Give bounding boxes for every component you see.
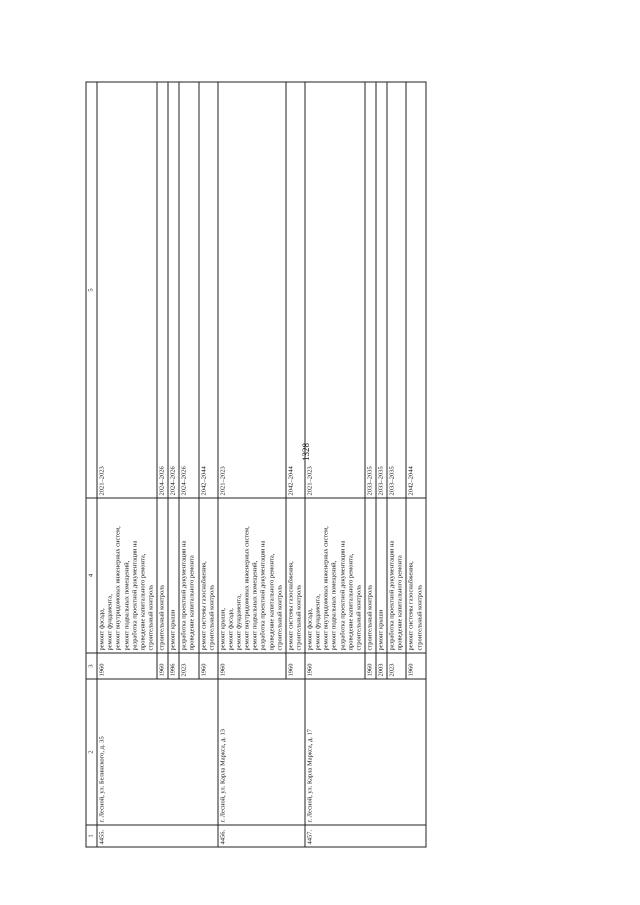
work-item: ремонт внутридомовых инженерных систем, (243, 526, 251, 651)
header-col-2: 2 (86, 679, 97, 825)
work-item: строительный контроль (416, 584, 423, 651)
year-cell: 1960 (365, 653, 376, 679)
capital-repair-table-sheet (86, 83, 541, 848)
works-cell (305, 498, 365, 653)
works-cell (97, 498, 157, 653)
work-item: ремонт фундамента, (106, 594, 114, 651)
work-item: строительный контроль (355, 584, 363, 651)
works-cell (376, 498, 387, 653)
work-item: проведение капитального ремонта (188, 555, 196, 651)
period-cell: 2042–2044 (199, 82, 218, 498)
row-number: 4457. (305, 825, 426, 847)
period-cell: 2024–2026 (157, 82, 168, 498)
year-cell: 1960 (406, 653, 425, 679)
work-item: разработка проектной документации на (259, 540, 267, 651)
period-cell: 2042–2044 (406, 82, 425, 498)
work-item: ремонт крыши (169, 609, 177, 651)
work-item: проведение капитального ремонта, (139, 553, 147, 651)
year-cell: 1960 (218, 653, 286, 679)
works-cell (365, 498, 376, 653)
table-row (218, 82, 286, 847)
table-body (97, 82, 426, 847)
works-cell (179, 498, 198, 653)
period-cell: 2021–2023 (97, 82, 157, 498)
work-item: разработка проектной документации на (180, 540, 188, 651)
page-number: 1328 (301, 443, 311, 461)
work-item: строительный контроль (366, 584, 374, 651)
header-col-3: 3 (86, 653, 97, 679)
table-row (305, 82, 365, 847)
works-cell (406, 498, 425, 653)
work-item: строительный контроль (147, 584, 155, 651)
address-cell: г. Лесной, ул. Карла Маркса, д. 17 (305, 679, 426, 825)
year-cell: 1960 (286, 653, 305, 679)
work-item: строительный контроль (158, 584, 166, 651)
period-cell: 2024–2026 (168, 82, 179, 498)
work-item: ремонт крыши (377, 609, 385, 651)
works-cell (387, 498, 406, 653)
year-cell: 2023 (387, 653, 406, 679)
period-cell: 2021–2023 (218, 82, 286, 498)
period-cell: 2021–2023 (305, 82, 365, 498)
work-item: ремонт системы газоснабжения, (287, 561, 295, 651)
header-col-1: 1 (86, 825, 97, 847)
address-cell: г. Лесной, ул. Карла Маркса, д. 13 (218, 679, 305, 825)
work-item: строительный контроль (208, 584, 216, 651)
works-cell (157, 498, 168, 653)
year-cell: 2003 (376, 653, 387, 679)
work-item: ремонт фундамента, (314, 594, 322, 651)
works-cell (286, 498, 305, 653)
work-item: ремонт системы газоснабжения, (407, 561, 415, 651)
year-cell: 1960 (157, 653, 168, 679)
work-item: ремонт подвальных помещений, (330, 560, 338, 651)
capital-repair-table (86, 82, 427, 848)
period-cell: 2033–2035 (376, 82, 387, 498)
row-number: 4455. (97, 825, 218, 847)
works-cell (168, 498, 179, 653)
work-item: строительный контроль (295, 584, 303, 651)
period-cell: 2033–2035 (365, 82, 376, 498)
header-col-5: 5 (86, 82, 97, 498)
work-item: ремонт фасада, (227, 608, 235, 651)
year-cell: 1960 (97, 653, 157, 679)
year-cell: 1996 (168, 653, 179, 679)
period-cell: 2033–2035 (387, 82, 406, 498)
work-item: проведение капитального ремонта, (347, 553, 355, 651)
work-item: ремонт фасада, (98, 608, 106, 651)
work-item: ремонт системы газоснабжения, (200, 561, 207, 651)
works-cell (199, 498, 218, 653)
work-item: ремонт внутридомовых инженерных систем, (322, 526, 330, 651)
year-cell: 1960 (199, 653, 218, 679)
year-cell: 2023 (179, 653, 198, 679)
row-number: 4456. (218, 825, 305, 847)
address-cell: г. Лесной, ул. Белинского, д. 35 (97, 679, 218, 825)
work-item: ремонт фундамента, (235, 594, 243, 651)
work-item: ремонт подвальных помещений, (123, 560, 130, 651)
work-item: строительный контроль (276, 584, 284, 651)
work-item: проведение капитального ремонта (396, 555, 404, 651)
work-item: разработка проектной документации на (131, 540, 139, 651)
works-cell (218, 498, 286, 653)
work-item: разработка проектной документации на (339, 540, 346, 651)
work-item: ремонт крыши, (219, 608, 227, 651)
work-item: ремонт внутридомовых инженерных систем, (114, 526, 122, 651)
year-cell: 1960 (305, 653, 365, 679)
header-row (86, 82, 97, 847)
work-item: разработка проектной документации на (388, 540, 396, 651)
work-item: ремонт подвальных помещений, (251, 560, 259, 651)
work-item: ремонт фасада, (306, 608, 314, 651)
table-row (97, 82, 157, 847)
period-cell: 2042–2044 (286, 82, 305, 498)
work-item: проведение капитального ремонта, (268, 553, 275, 651)
header-col-4: 4 (86, 498, 97, 653)
period-cell: 2024–2026 (179, 82, 198, 498)
